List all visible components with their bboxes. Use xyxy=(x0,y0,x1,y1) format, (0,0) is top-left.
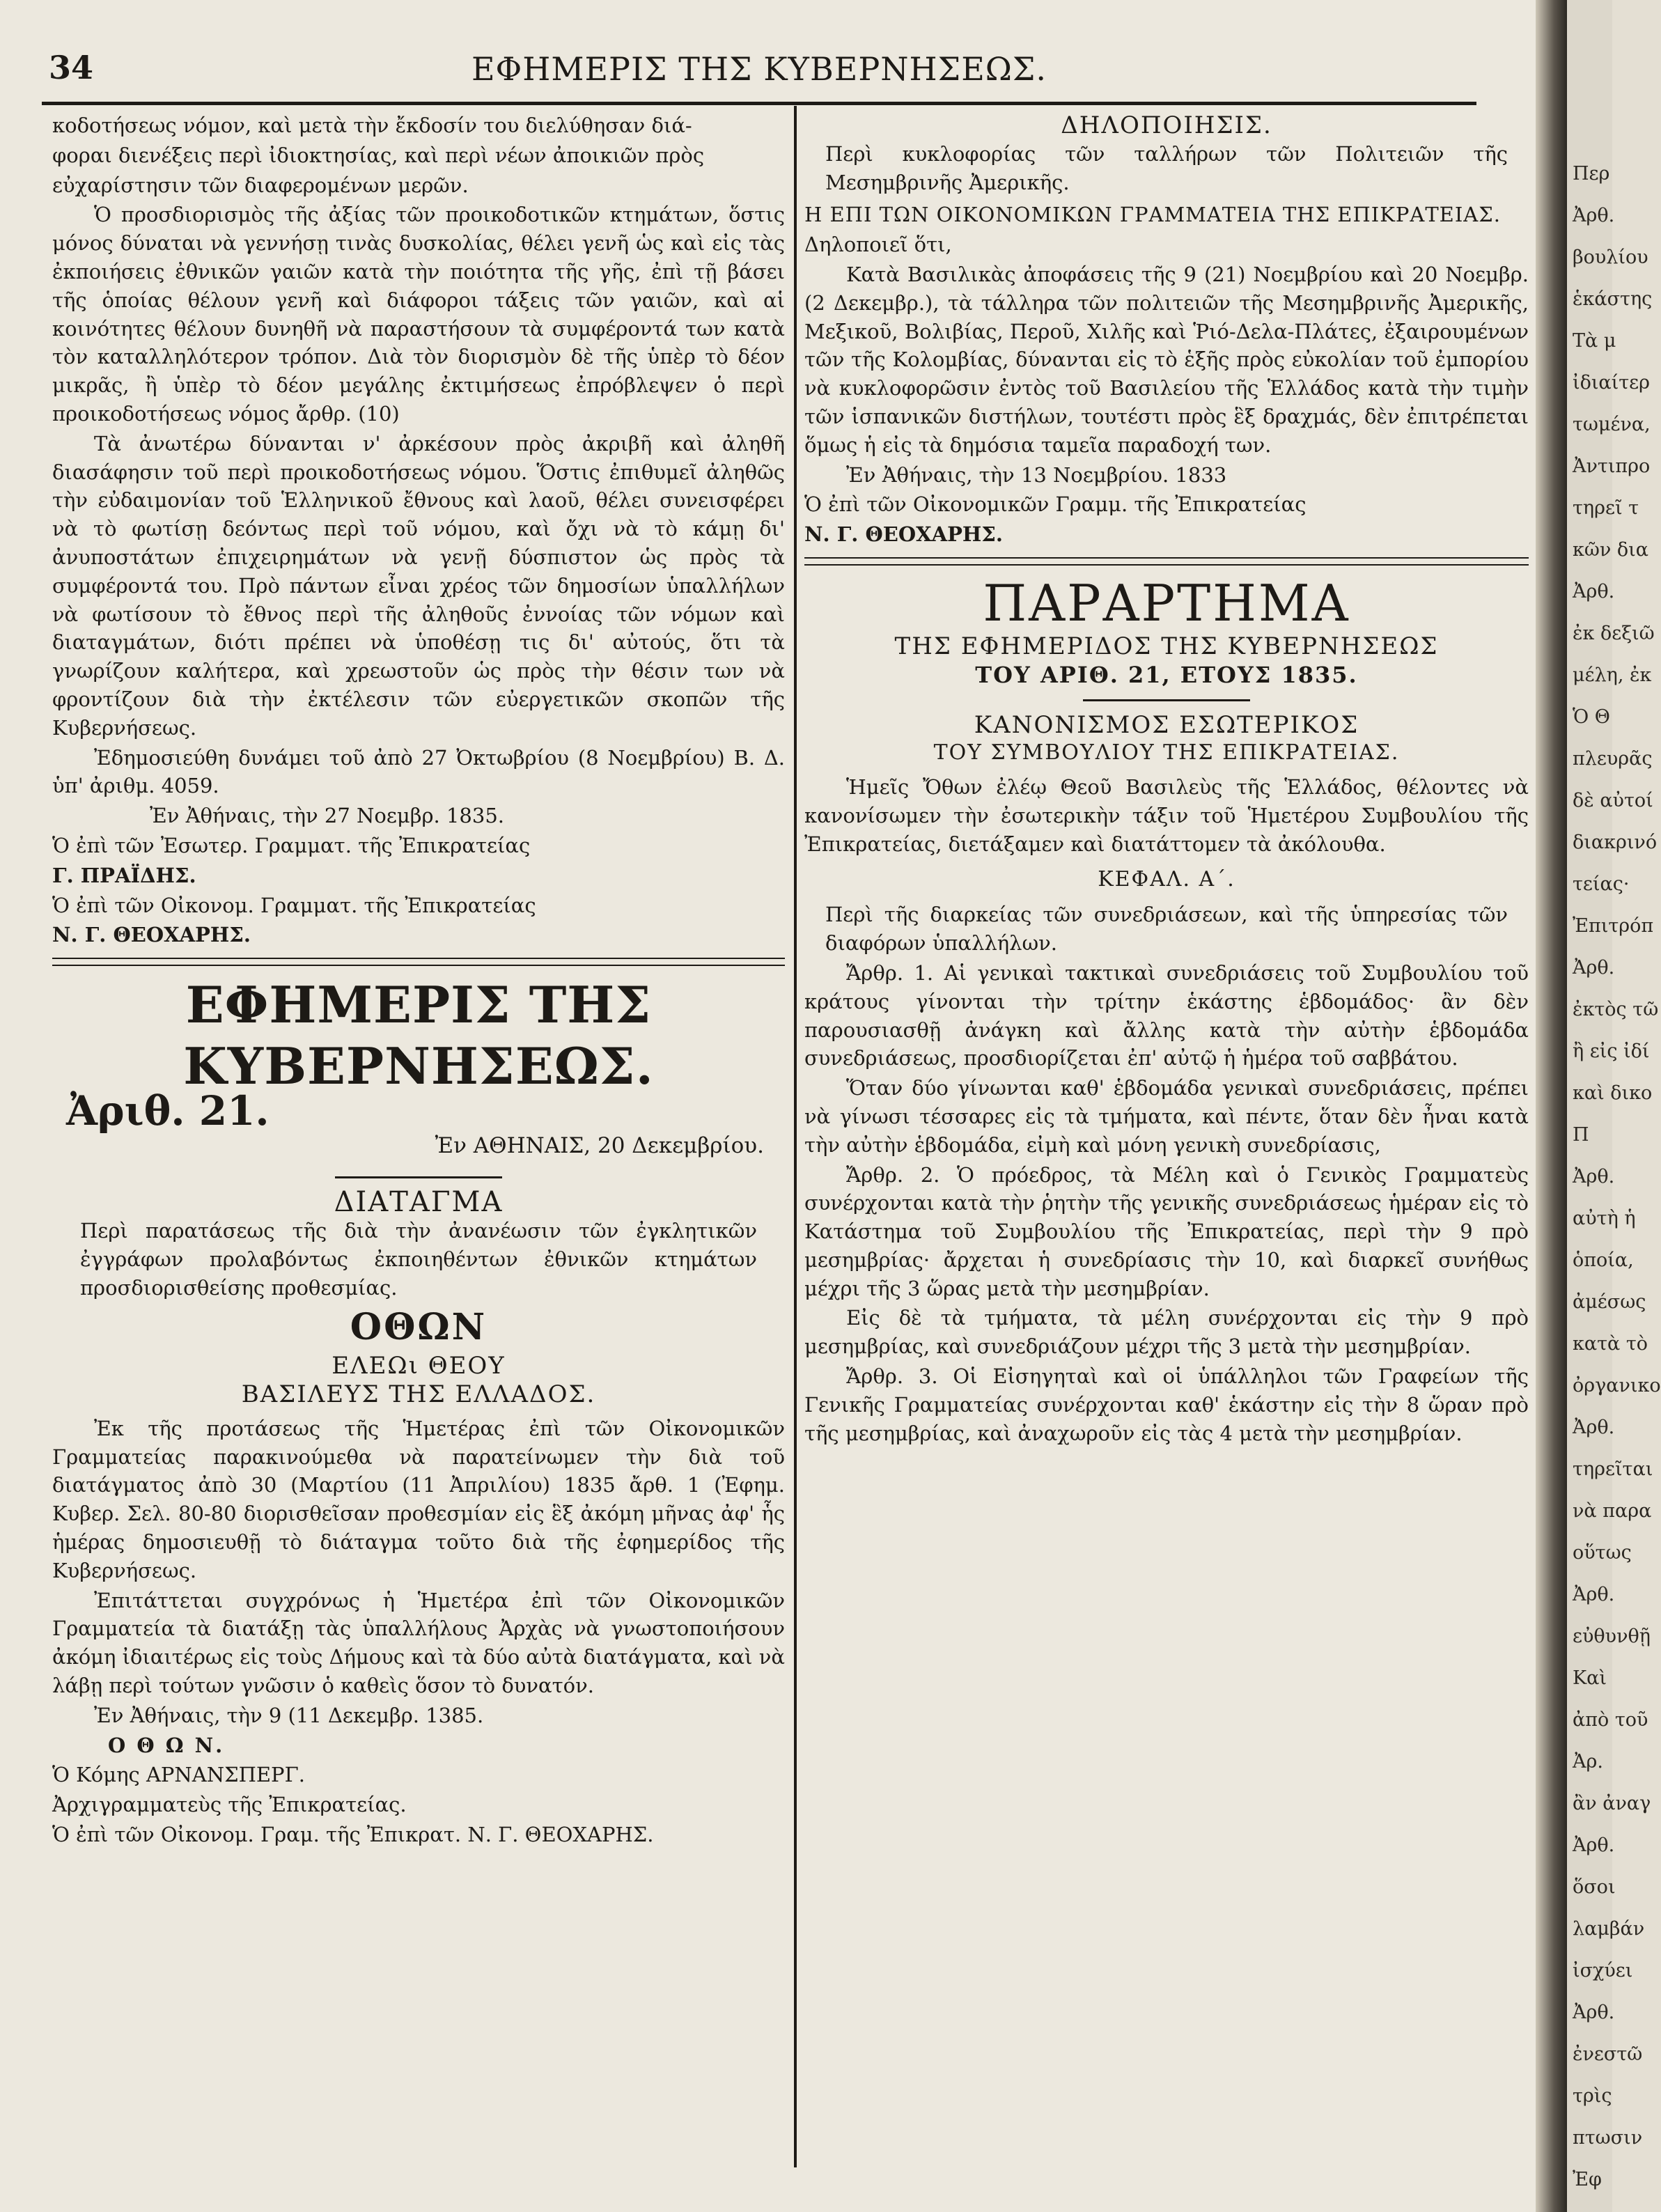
next-page-fragment: Ἀρθ. xyxy=(1573,205,1615,226)
text-line: κοδοτήσεως νόμον, καὶ μετὰ τὴν ἔκδοσίν του διελύθησαν διά- xyxy=(52,114,692,137)
issue-number: Ἀριθ. 21. xyxy=(66,1087,270,1135)
next-page-fragment: Ἀρθ. xyxy=(1573,2002,1615,2023)
section-rule xyxy=(52,958,785,966)
chapter-heading: ΚΕΦΑΛ. Α΄. xyxy=(1098,866,1235,891)
right-column xyxy=(804,111,1529,1449)
next-page-fragment: εὐθυνθῇ xyxy=(1573,1626,1651,1647)
decree-subject: Περὶ παρατάσεως τῆς διὰ τὴν ἀνανέωσιν τῶν ἐγκλητικῶν ἐγγράφων προλαβόντως ἐκποιηθέντων ἐθνικῶν κτημάτων προσδιορισθείσης προθεσμίας. xyxy=(80,1218,757,1300)
text-line: εὐχαρίστησιν τῶν διαφερομένων μερῶν. xyxy=(52,173,469,197)
next-page-fragment: Ἀρθ. xyxy=(1573,1584,1615,1605)
next-page-fragment: ἢ εἰς ἰδί xyxy=(1573,1041,1650,1062)
next-page-fragment: πλευρᾶς xyxy=(1573,748,1653,770)
signature-title: Ὁ ἐπὶ τῶν Οἰκονομ. Γραμματ. τῆς Ἐπικρατείας xyxy=(52,893,536,917)
next-page-fragment: αὐτὴ ἡ xyxy=(1573,1208,1636,1229)
final-signature: Ὁ ἐπὶ τῶν Οἰκονομ. Γραμ. τῆς Ἐπικρατ. Ν. Γ. ΘΕΟΧΑΡΗΣ. xyxy=(52,1823,654,1847)
next-page-fragment: μέλη, ἐκ xyxy=(1573,664,1652,686)
signature-name: Γ. ΠΡΑΪΔΗΣ. xyxy=(52,863,196,887)
header-rule xyxy=(42,102,1476,105)
page-number: 34 xyxy=(49,49,94,86)
next-page-fragment: Ἀρθ. xyxy=(1573,581,1615,602)
paragraph: Ὁ προσδιορισμὸς τῆς ἀξίας τῶν προικοδοτικῶν κτημάτων, ὅστις μόνος δύναται νὰ γεννήσῃ τινὰς δυσκολίας, θέλει γενῆ ὡς καὶ εἰς τὰς ἐκποιήσεις ἐθνικῶν γαιῶν κατὰ τὴν ποιότητα τῆς γῆς, ἐπὶ τῇ βάσει τῆς ὁποίας θέλουν γενῆ καὶ διάφοροι τάξεις τῶν γαιῶν, καὶ αἱ κοινότητες θέλουν δυνηθῆ νὰ παραστήσουν τὰ συμφέροντά των κατὰ τὸν καταλληλότερον τρόπον. Διὰ τὸν διορισμὸν δὲ τῆς ὑπὲρ τὸ δέον μικρᾶς, ἢ ὑπὲρ τὸ δέον μεγάλης ἐκτιμήσεως ἐπρόβλεψεν ὁ περὶ προικοδοτήσεως νόμος ἄρθρ. (10) xyxy=(52,203,785,426)
next-page-fragment: Ἀρθ. xyxy=(1573,1166,1615,1187)
paragraph: Ἐκ τῆς προτάσεως τῆς Ἡμετέρας ἐπὶ τῶν Οἰκονομικῶν Γραμματείας παρακινούμεθα νὰ παρατείνωμεν τὴν διὰ τοῦ διατάγματος ἀπὸ 30 (Μαρτίου (11 Ἀπριλίου) 1835 ἄρθ. 1 (Ἐφημ. Κυβερ. Σελ. 80-80 διορισθεῖσαν προθεσμίαν εἰς ἓξ ἀκόμη μῆνας ἀφ' ἧς ἡμέρας δημοσιευθῇ τὸ διάταγμα τοῦτο διὰ τῆς ἐφημερίδος τῆς Κυβερνήσεως. xyxy=(52,1416,785,1582)
next-page-fragment: Ἐφ xyxy=(1573,2169,1602,2190)
count-signature: Ὁ Κόμης ΑΡΝΑΝΣΠΕΡΓ. xyxy=(52,1763,305,1787)
king-title: ΒΑΣΙΛΕΥΣ ΤΗΣ ΕΛΛΑΔΟΣ. xyxy=(241,1380,596,1409)
notice-heading: ΔΗΛΟΠΟΙΗΣΙΣ. xyxy=(1061,111,1272,139)
council-heading: ΤΟΥ ΣΥΜΒΟΥΛΙΟΥ ΤΗΣ ΕΠΙΚΡΑΤΕΙΑΣ. xyxy=(933,740,1400,765)
next-page-fragment: Ἀρθ. xyxy=(1573,957,1615,979)
next-page-fragment: τηρεῖται xyxy=(1573,1458,1653,1480)
next-page-fragment: τείας· xyxy=(1573,873,1630,895)
king-name: ΟΘΩΝ xyxy=(350,1306,488,1349)
section-rule xyxy=(804,557,1529,566)
next-page-fragment: ἐκτὸς τῶ xyxy=(1573,999,1659,1020)
notice-subject: Περὶ κυκλοφορίας τῶν ταλλήρων τῶν Πολιτειῶν τῆς Μεσημβρινῆς Ἀμερικῆς. xyxy=(825,141,1508,194)
next-page-fragment: καὶ δικο xyxy=(1573,1082,1653,1104)
article: Εἰς δὲ τὰ τμήματα, τὰ μέλη συνέρχονται εἰς τὴν 9 πρὸ μεσημβρίας, καὶ συνεδριάζουν μέχρι τῆς 3 μετὰ τὴν μεσημβρίαν. xyxy=(804,1306,1529,1359)
notice-signature-title: Ὁ ἐπὶ τῶν Οἰκονομικῶν Γραμμ. τῆς Ἐπικρατείας xyxy=(804,492,1307,517)
page-header xyxy=(42,42,1476,98)
paragraph: Τὰ ἀνωτέρω δύνανται ν' ἀρκέσουν πρὸς ἀκριβῆ καὶ ἀληθῆ διασάφησιν τοῦ περὶ προικοδοτήσεως νόμου. Ὅστις ἐπιθυμεῖ ἀληθῶς τὴν εὐδαιμονίαν τοῦ Ἑλληνικοῦ ἔθνους καὶ λαοῦ, θέλει συνεισφέρει νὰ τὸ φωτίσῃ δεόντως περὶ τοῦ νόμου, καὶ ὄχι νὰ τὸ κάμῃ δι' ἀνυποστάτων ἐπιχειρημάτων νὰ γενῇ δύσπιστον ὡς πρὸς τὰ συμφέροντά του. Πρὸ πάντων εἶναι χρέος τῶν δημοσίων ὑπαλλήλων νὰ φωτίσουν τὸ ἔθνος περὶ τῆς ἀληθοῦς ἐννοίας τῶν νόμων καὶ διαταγμάτων, διότι πρέπει νὰ ὑποθέσῃ τις δι' αὐτούς, ὅτι τὰ γνωρίζουν καλήτερα, καὶ χρεωστοῦν ὡς πρὸς τὴν θέσιν των νὰ φροντίζουν διὰ τὴν ἐκτέλεσιν τῶν εὐεργετικῶν σκοπῶν τῆς Κυβερνήσεως. xyxy=(52,431,785,740)
left-column xyxy=(52,111,785,1851)
next-page-edge xyxy=(1567,0,1661,2212)
signature-title: Ὁ ἐπὶ τῶν Ἐσωτερ. Γραμματ. τῆς Ἐπικρατείας xyxy=(52,833,531,857)
next-page-fragment: Περ xyxy=(1573,163,1610,185)
article: Ὅταν δύο γίνωνται καθ' ἑβδομάδα γενικαὶ συνεδριάσεις, πρέπει νὰ γίνωσι τέσσαρες εἰς τὰ τμήματα, καὶ πέντε, ὅταν δὲν ἦναι κατὰ τὴν αὐτὴν ἑβδομάδα, εἰμὴ καὶ μόνη γενικὴ συνεδρίασις, xyxy=(804,1076,1529,1157)
next-page-fragment: ἂν ἀναγ xyxy=(1573,1793,1651,1814)
next-page-fragment: ὁποία, xyxy=(1573,1249,1634,1271)
by-grace-of-god: ΕΛΕΩι ΘΕΟΥ xyxy=(332,1352,506,1380)
appendix-issue: ΤΟΥ ΑΡΙΘ. 21, ΕΤΟΥΣ 1835. xyxy=(975,661,1358,688)
count-title: Ἀρχιγραμματεὺς τῆς Ἐπικρατείας. xyxy=(52,1793,407,1817)
regulation-heading: ΚΑΝΟΝΙΣΜΟΣ ΕΣΩΤΕΡΙΚΟΣ xyxy=(974,710,1359,739)
notice-signature-name: Ν. Γ. ΘΕΟΧΑΡΗΣ. xyxy=(804,522,1003,547)
declares: Δηλοποιεῖ ὅτι, xyxy=(804,233,952,257)
next-page-fragment: διακρινό xyxy=(1573,832,1658,853)
appendix-title: ΠΑΡΑΡΤΗΜΑ xyxy=(983,573,1350,632)
decree-heading: ΔΙΑΤΑΓΜΑ xyxy=(334,1186,504,1219)
text-line: φοραι διενέξεις περὶ ἰδιοκτησίας, καὶ περὶ νέων ἀποικιῶν πρὸς xyxy=(52,143,705,167)
next-page-fragment: βουλίου xyxy=(1573,247,1648,268)
signature-name: Ν. Γ. ΘΕΟΧΑΡΗΣ. xyxy=(52,923,251,947)
next-page-fragment: πτωσιν xyxy=(1573,2127,1643,2149)
next-page-fragment: ἑκάστης xyxy=(1573,288,1653,310)
next-page-fragment: ἰδιαίτερ xyxy=(1573,372,1651,394)
next-page-fragment: Καὶ xyxy=(1573,1667,1607,1689)
next-page-fragment: ὅσοι xyxy=(1573,1876,1616,1898)
column-divider xyxy=(794,106,797,2167)
next-page-fragment: ὀργανικο xyxy=(1573,1375,1661,1396)
next-page-fragment: κῶν δια xyxy=(1573,539,1648,561)
next-page-fragment: λαμβάν xyxy=(1573,1918,1645,1940)
next-page-fragment: ἀπὸ τοῦ xyxy=(1573,1709,1648,1731)
next-page-fragment: ἀμέσως xyxy=(1573,1291,1646,1313)
next-page-fragment: δὲ αὐτοί xyxy=(1573,790,1653,811)
next-page-fragment: τωμένα, xyxy=(1573,414,1651,435)
short-rule xyxy=(1083,699,1250,701)
notice-date: Ἐν Ἀθήναις, τὴν 13 Νοεμβρίου. 1833 xyxy=(846,462,1227,487)
next-page-fragment: οὕτως xyxy=(1573,1542,1632,1564)
next-page-fragment: τρὶς xyxy=(1573,2085,1612,2107)
short-rule xyxy=(335,1176,502,1178)
next-page-fragment: Ἀντιπρο xyxy=(1573,455,1651,477)
next-page-fragment: Ἀρθ. xyxy=(1573,1417,1615,1438)
place-date: Ἐν Ἀθήναις, τὴν 27 Νοεμβρ. 1835. xyxy=(150,804,504,828)
next-page-fragment: τηρεῖ τ xyxy=(1573,497,1639,519)
next-page-fragment: ἐνεστῶ xyxy=(1573,2043,1643,2065)
next-page-fragment: Τὰ μ xyxy=(1573,330,1616,352)
next-page-fragment: Ἀρθ. xyxy=(1573,1835,1615,1856)
intro-lines xyxy=(52,111,785,199)
chapter-subject: Περὶ τῆς διαρκείας τῶν συνεδριάσεων, καὶ τῆς ὑπηρεσίας τῶν διαφόρων ὑπαλλήλων. xyxy=(825,903,1508,956)
preamble: Ἡμεῖς Ὄθων ἐλέῳ Θεοῦ Βασιλεὺς τῆς Ἑλλάδος, θέλοντες νὰ κανονίσωμεν τὴν ἐσωτερικὴν τάξιν τοῦ Ἡμετέρου Συμβουλίου τῆς Ἐπικρατείας, διετάξαμεν καὶ διατάττομεν τὰ ἀκόλουθα. xyxy=(804,775,1529,856)
masthead: ΕΦΗΜΕΡΙΣ ΤΗΣ ΚΥΒΕΡΝΗΣΕΩΣ. xyxy=(183,975,654,1096)
article: Ἄρθρ. 2. Ὁ πρόεδρος, τὰ Μέλη καὶ ὁ Γενικὸς Γραμματεὺς συνέρχονται κατὰ τὴν ῥητὴν τῆς γενικῆς συνεδριάσεως ἡμέραν εἰς τὸ Κατάστημα τοῦ Συμβουλίου τῆς Ἐπικρατείας, περὶ τὴν 9 πρὸ μεσημβρίας· ἄρχεται ἡ συνεδρίασις τὴν 10, καὶ διαρκεῖ συνήθως μέχρι τῆς 3 ὥρας μετὰ τὴν μεσημβρίαν. xyxy=(804,1162,1529,1300)
next-page-fragment: ἰσχύει xyxy=(1573,1960,1633,1981)
next-page-fragment: ἐκ δεξιῶ xyxy=(1573,623,1655,644)
next-page-fragment: Ἐπιτρόπ xyxy=(1573,915,1654,937)
next-page-fragment: Ἀρ. xyxy=(1573,1751,1603,1773)
notice-body: Κατὰ Βασιλικὰς ἀποφάσεις τῆς 9 (21) Νοεμβρίου καὶ 20 Νοεμβρ. (2 Δεκεμβρ.), τὰ τάλληρα τῶν πολιτειῶν τῆς Μεσημβρινῆς Ἀμερικῆς, Μεξικοῦ, Βολιβίας, Περοῦ, Χιλῆς καὶ Ῥιό-Δελα-Πλάτες, ἐξαιρουμένων τῶν τῆς Κολομβίας, δύνανται εἰς τὸ ἑξῆς πρὸς εὐκολίαν τοῦ ἐμπορίου νὰ κυκλοφορῶσιν ἐντὸς τοῦ Βασιλείου τῆς Ἑλλάδος κατὰ τὴν τιμὴν τῶν ἱσπανικῶν διστήλων, τουτέστι πρὸς ἓξ δραχμάς, δὲν ἐπιτρέπεται ὅμως ἡ εἰς τὰ δημόσια ταμεῖα παραδοχή των. xyxy=(804,262,1529,457)
publication-note: Ἐδημοσιεύθη δυνάμει τοῦ ἀπὸ 27 Ὀκτωβρίου (8 Νοεμβρίου) Β. Δ. ὑπ' ἀριθμ. 4059. xyxy=(52,745,785,798)
next-page-fragment: Π xyxy=(1573,1124,1589,1146)
article: Ἄρθρ. 3. Οἱ Εἰσηγηταὶ καὶ οἱ ὑπάλληλοι τῶν Γραφείων τῆς Γενικῆς Γραμματείας συνέρχονται καθ' ἑκάστην εἰς τὴν 8 ὥραν πρὸ τῆς μεσημβρίας, καὶ ἀναχωροῦν εἰς τὰς 4 μετὰ τὴν μεσημβρίαν. xyxy=(804,1364,1529,1445)
issue-row xyxy=(52,1087,785,1167)
decree-king-signature: Ο Θ Ω Ν. xyxy=(108,1733,225,1757)
appendix-of: ΤΗΣ ΕΦΗΜΕΡΙΔΟΣ ΤΗΣ ΚΥΒΕΡΝΗΣΕΩΣ xyxy=(894,632,1439,660)
running-title: ΕΦΗΜΕΡΙΣ ΤΗΣ ΚΥΒΕΡΝΗΣΕΩΣ. xyxy=(471,50,1047,88)
ministry-heading: Η ΕΠΙ ΤΩΝ ΟΙΚΟΝΟΜΙΚΩΝ ΓΡΑΜΜΑΤΕΙΑ ΤΗΣ ΕΠΙΚΡΑΤΕΙΑΣ. xyxy=(804,203,1501,227)
decree-date: Ἐν Ἀθήναις, τὴν 9 (11 Δεκεμβρ. 1385. xyxy=(94,1703,484,1727)
next-page-fragment: Ὁ Θ xyxy=(1573,706,1610,728)
next-page-fragment: κατὰ τὸ xyxy=(1573,1333,1648,1355)
book-gutter xyxy=(1536,0,1567,2212)
article: Ἄρθρ. 1. Αἱ γενικαὶ τακτικαὶ συνεδριάσεις τοῦ Συμβουλίου τοῦ κράτους γίνονται τὴν τρίτην ἑκάστης ἑβδομάδος· ἂν δὲν παρουσιασθῇ ἀνάγκη καὶ ἄλλης κατὰ τὴν αὐτὴν ἑβδομάδα συνεδριάσεως, προσδιορίζεται ἐπ' αὐτῷ ἡ ἡμέρα τοῦ σαββάτου. xyxy=(804,960,1529,1070)
paragraph: Ἐπιτάττεται συγχρόνως ἡ Ἡμετέρα ἐπὶ τῶν Οἰκονομικῶν Γραμματεία τὰ διατάξῃ τὰς ὑπαλλήλους Ἀρχὰς νὰ γνωστοποιήσουν ἀκόμη ἰδιαιτέρως εἰς τοὺς Δήμους καὶ τὰ δύο αὐτὰ διατάγματα, καὶ νὰ λάβῃ περὶ τούτων γνῶσιν ὁ καθεὶς ὅσον τὸ δυνατόν. xyxy=(52,1588,785,1698)
next-page-fragment: νὰ παρα xyxy=(1573,1500,1652,1522)
dateline: Ἐν ΑΘΗΝΑΙΣ, 20 Δεκεμβρίου. xyxy=(435,1133,764,1159)
